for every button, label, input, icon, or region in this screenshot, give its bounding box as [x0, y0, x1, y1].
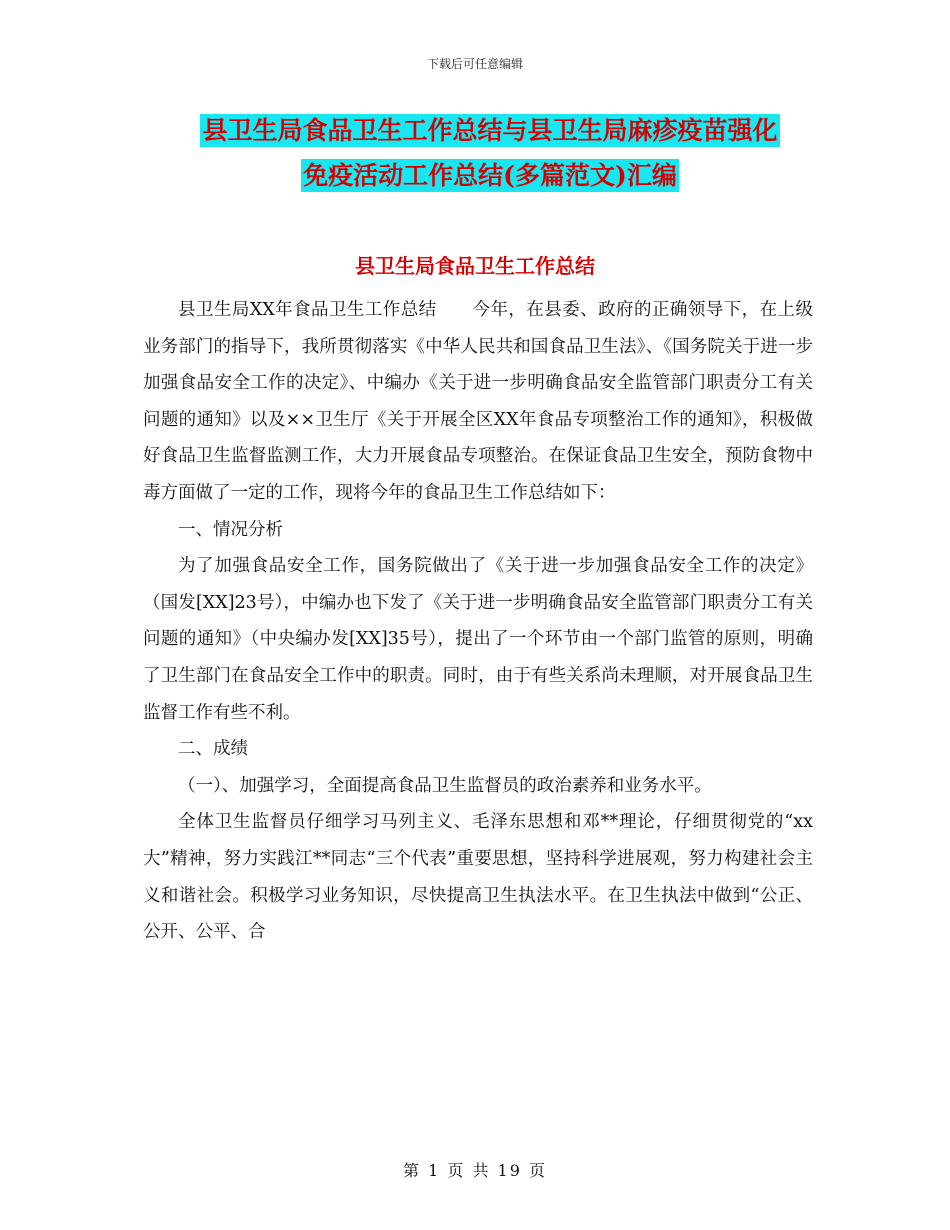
- paragraph: 为了加强食品安全工作，国务院做出了《关于进一步加强食品安全工作的决定》（国发[XX]23号），中编办也下发了《关于进一步明确食品安全监管部门职责分工有关问题的通知》（中央编办发[XX]35号），提出了一个环节由一个部门监管的原则，明确了卫生部门在食品安全工作中的职责。同时，由于有些关系尚未理顺，对开展食品卫生监督工作有些不利。: [143, 556, 813, 723]
- page-number: 第 1 页 共 19 页: [403, 1161, 547, 1180]
- section-title: 县卫生局食品卫生工作总结: [355, 254, 595, 278]
- paragraph: 一、情况分析: [178, 519, 283, 540]
- paragraph: （一）、加强学习，全面提高食品卫生监督员的政治素养和业务水平。: [178, 775, 712, 796]
- paragraph: 二、成绩: [178, 739, 248, 760]
- title-line-1: 县卫生局食品卫生工作总结与县卫生局麻疹疫苗强化: [202, 116, 778, 145]
- paragraph: 全体卫生监督员仔细学习马列主义、毛泽东思想和邓**理论，仔细贯彻党的“xx大”精神，努力实践江**同志“三个代表”重要思想，坚持科学进展观，努力构建社会主义和谐社会。积极学习业务知识，尽快提高卫生执法水平。在卫生执法中做到“公正、公开、公平、合: [143, 812, 813, 943]
- title-line-2: 免疫活动工作总结(多篇范文)汇编: [303, 161, 677, 190]
- paragraph: 县卫生局XX年食品卫生工作总结 今年，在县委、政府的正确领导下，在上级业务部门的指导下，我所贯彻落实《中华人民共和国食品卫生法》、《国务院关于进一步加强食品安全工作的决定》、中编办《关于进一步明确食品安全监管部门职责分工有关问题的通知》以及××卫生厅《关于开展全区XX年食品专项整治工作的通知》，积极做好食品卫生监督监测工作，大力开展食品专项整治。在保证食品卫生安全，预防食物中毒方面做了一定的工作，现将今年的食品卫生工作总结如下：: [143, 300, 813, 503]
- document-body: [143, 292, 813, 951]
- document-title: [150, 108, 830, 198]
- page-header-note: 下载后可任意编辑: [426, 57, 523, 71]
